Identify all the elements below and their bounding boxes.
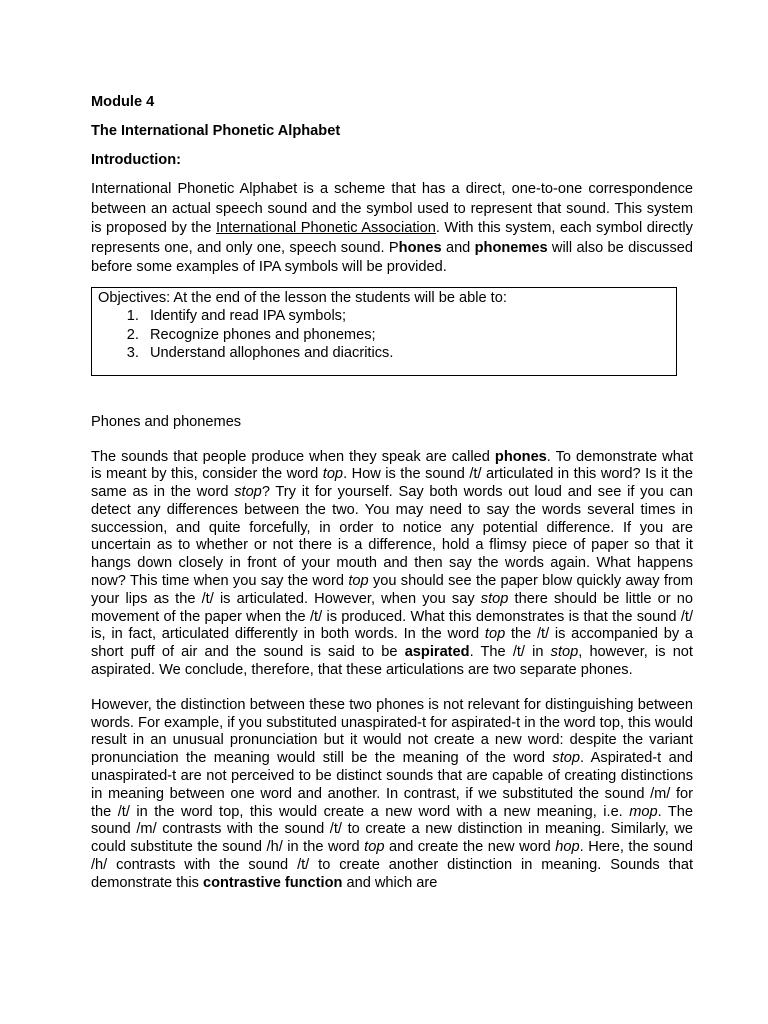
objective-item: 1. Identify and read IPA symbols; [143, 307, 676, 326]
para-text: . The /t/ in [469, 644, 551, 661]
italic-word: stop [234, 484, 262, 501]
para-text: and which are [342, 874, 438, 891]
document-title: The International Phonetic Alphabet [91, 123, 341, 139]
italic-word: stop [552, 750, 580, 767]
italic-word: top [364, 839, 385, 856]
italic-word: top [484, 626, 506, 643]
intro-bold-term: phonemes [474, 239, 548, 256]
introduction-paragraph [91, 180, 693, 278]
para-text: . To demonstrate what is meant by this, consider the word [91, 448, 693, 483]
objectives-list [98, 307, 676, 363]
bold-term: contrastive function [202, 874, 343, 891]
intro-text: and [441, 239, 475, 256]
para-text: ? Try it for yourself. Say both words out loud and see if you can detect any differences between the two. You may need to say the words several times in succession, and quite forcefully, in order to notice any potential difference. If you are uncertain as to whether or not there is a difference, hold a flimsy piece of paper so that it hangs down closely in front of your mouth and then say the words again. What happens now? This time when you say the word [91, 484, 693, 590]
objective-item: 3. Understand allophones and diacritics. [143, 344, 676, 363]
intro-text: . With this system, each symbol directly represents one, and only one, speech sound. P [91, 220, 693, 256]
distinction-paragraph [91, 697, 693, 893]
ipa-association-link[interactable]: International Phonetic Association [215, 220, 436, 236]
objective-item: 2. Recognize phones and phonemes; [143, 326, 676, 345]
intro-bold-term: hones [398, 239, 442, 256]
italic-word: stop [550, 644, 579, 661]
para-text: . Here, the sound /h/ contrasts with the sound /t/ to create another distinction in meaning. Sounds that demonstrate this [91, 839, 693, 891]
intro-text: will also be discussed before some examples of IPA symbols will be provided. [91, 239, 693, 275]
module-title: Module 4 [91, 94, 155, 110]
para-text: . Aspirated-t and unaspirated-t are not perceived to be distinct sounds that are capable of creating distinctions in meaning between one word and another. In contrast, if we substituted the sound /m/ for the /t/ in the word top, this would create a new word with a new meaning, i.e. [91, 750, 694, 820]
bold-term: phones [494, 448, 547, 465]
phones-paragraph [91, 449, 693, 680]
italic-word: hop [555, 839, 580, 856]
italic-word: top [322, 466, 344, 483]
para-text: . The sound /m/ contrasts with the sound /t/ to create a new distinction in meaning. Similarly, we could substitute the sound /h/ in the word [91, 803, 693, 856]
section-heading: Phones and phonemes [91, 413, 242, 430]
intro-text: International Phonetic Alphabet is a scheme that has a direct, one-to-one correspondence between an actual speech sound and the symbol used to represent that sound. This system is proposed by the [91, 181, 693, 236]
introduction-heading: Introduction: [91, 152, 181, 168]
objectives-box [91, 287, 677, 376]
objectives-lead: Objectives: At the end of the lesson the students will be able to: [98, 289, 507, 306]
para-text: you should see the paper blow quickly away from your lips as the /t/ is articulated. However, when you say [91, 573, 694, 607]
italic-word: stop [480, 590, 509, 607]
para-text: . How is the sound /t/ articulated in this word? Is it the same as in the word [91, 466, 693, 501]
para-text: However, the distinction between these two phones is not relevant for distinguishing between words. For example, if you substituted unaspirated-t for aspirated-t in the word top, this would result in an unusual pronunciation but it would not create a new word: despite the variant pronunciation the meaning would still be the meaning of the word [91, 696, 693, 767]
italic-word: mop [629, 803, 658, 820]
para-text: The sounds that people produce when they speak are called [91, 448, 495, 465]
para-text: the /t/ is accompanied by a short puff of air and the sound is said to be [91, 626, 693, 661]
para-text: , however, is not aspirated. We conclude, therefore, that these articulations are two separate phones. [91, 644, 693, 679]
para-text: there should be little or no movement of the paper when the /t/ is produced. What this demonstrates is that the sound /t/ is, in fact, articulated differently in both words. In the word [91, 590, 694, 643]
italic-word: top [348, 573, 369, 590]
para-text: and create the new word [384, 839, 556, 856]
bold-term: aspirated [404, 644, 470, 661]
document-body [91, 93, 693, 893]
